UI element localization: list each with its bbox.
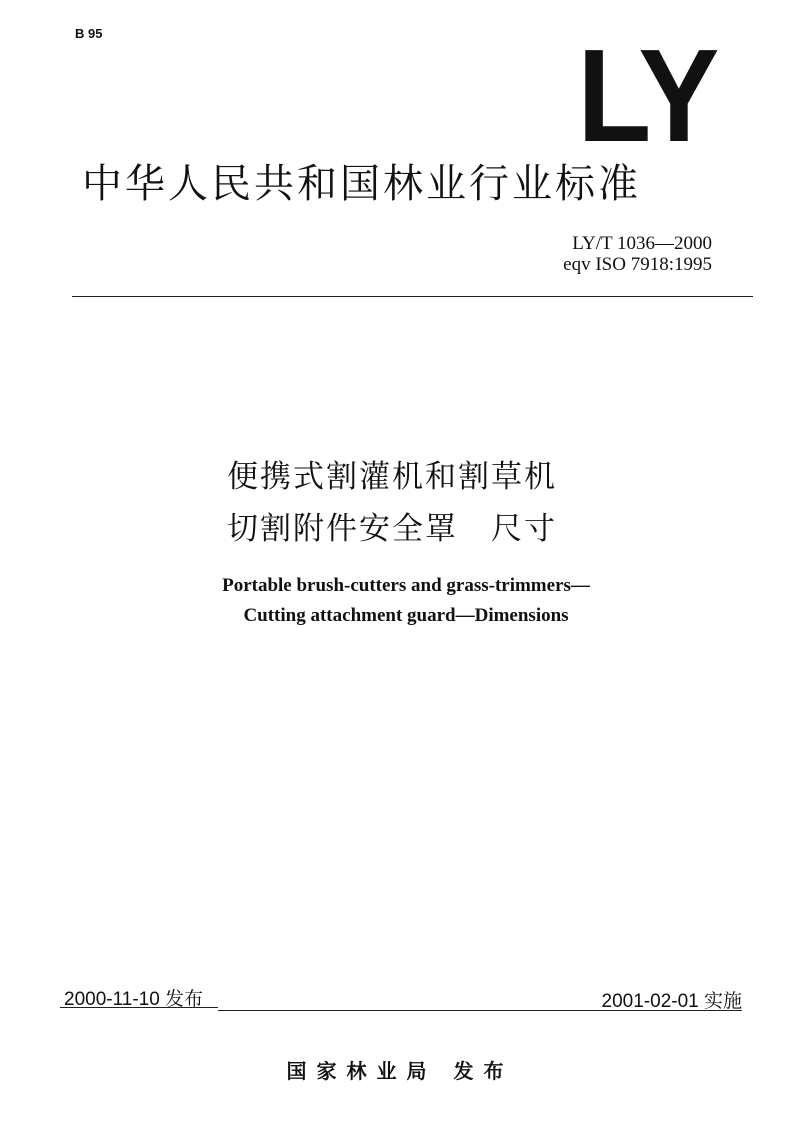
implementation-date: 2001-02-01 实施	[601, 991, 742, 1012]
document-title-en-line1: Portable brush-cutters and grass-trimmers—	[222, 575, 590, 596]
classification-code: B 95	[75, 26, 103, 41]
standard-number: LY/T 1036—2000	[572, 233, 712, 254]
footer-divider-left	[60, 1007, 218, 1008]
issue-date: 2000-11-10 发布	[64, 989, 204, 1010]
ly-logo: LY	[577, 22, 718, 169]
header-divider	[72, 296, 753, 297]
document-title-cn-line1: 便携式割灌机和割草机	[227, 459, 557, 495]
document-title-cn-line2: 切割附件安全罩 尺寸	[227, 511, 557, 547]
standard-number-block	[563, 234, 712, 276]
standard-category-title: 中华人民共和国林业行业标准	[82, 161, 641, 207]
footer-divider-right	[218, 1010, 742, 1011]
document-title-en-line2: Cutting attachment guard—Dimensions	[243, 605, 569, 626]
equivalent-standard: eqv ISO 7918:1995	[563, 253, 712, 275]
issuing-authority: 国家林业局 发布	[286, 1059, 514, 1083]
